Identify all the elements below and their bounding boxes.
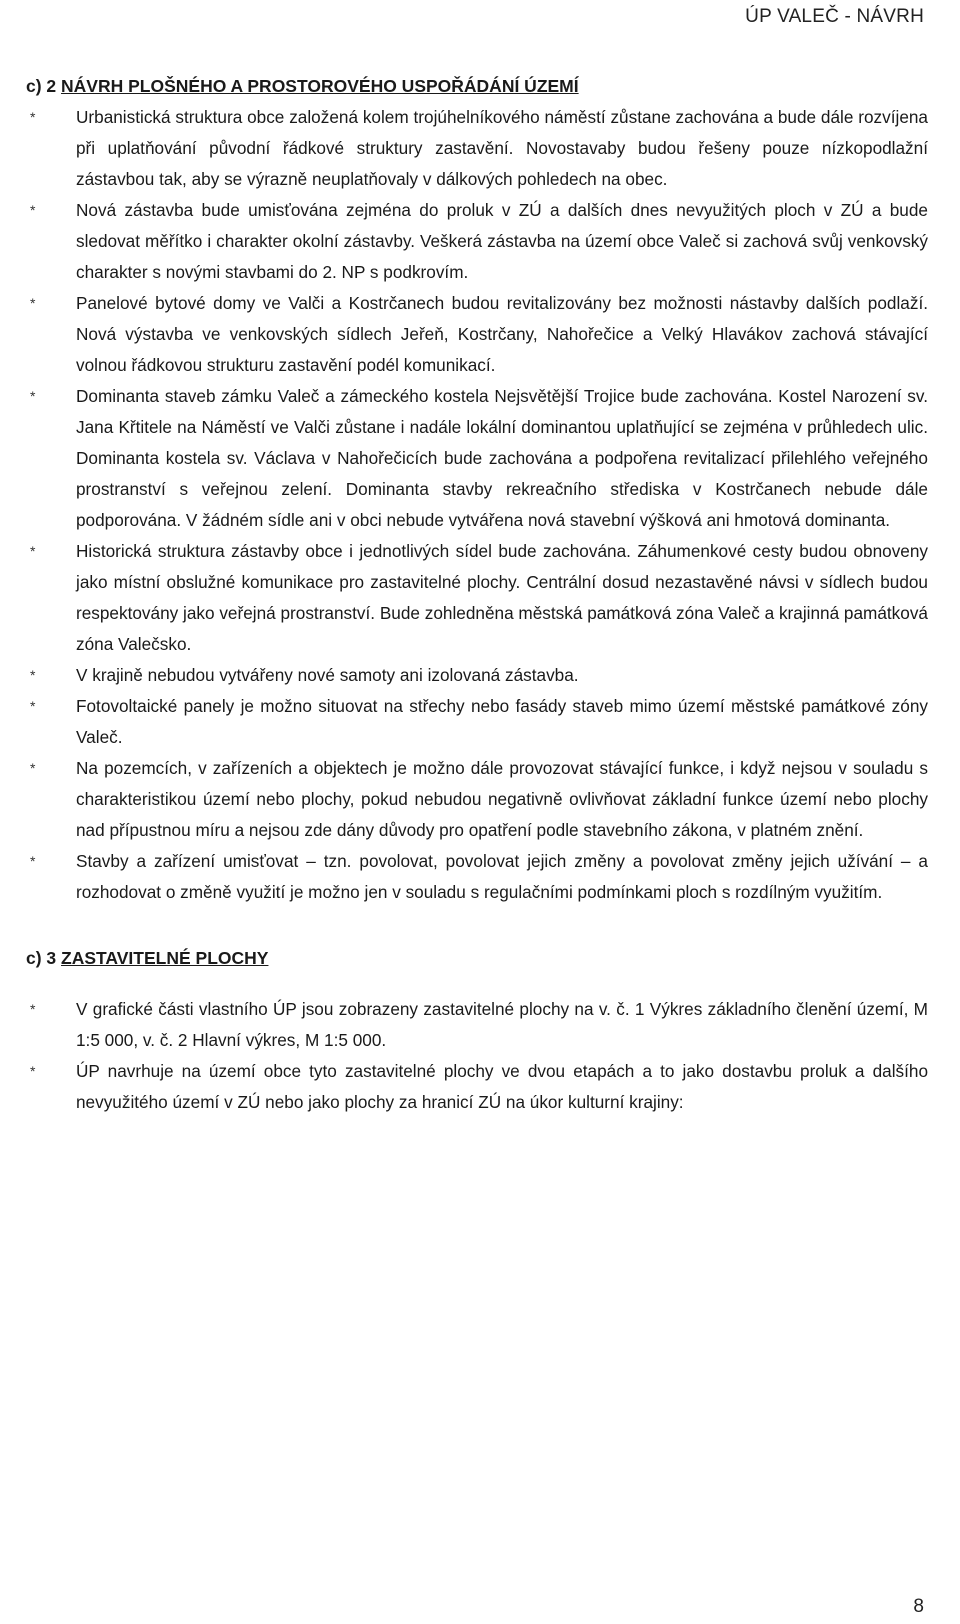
section-title: NÁVRH PLOŠNÉHO A PROSTOROVÉHO USPOŘÁDÁNÍ ÚZEMÍ [61, 76, 579, 96]
list-item-text: V grafické části vlastního ÚP jsou zobrazeny zastavitelné plochy na v. č. 1 Výkres základního členění území, M 1:5 000, v. č. 2 Hlavní výkres, M 1:5 000. [76, 999, 928, 1050]
section-number: c) 2 [26, 76, 57, 96]
list-item [26, 102, 928, 195]
list-item-text: Fotovoltaické panely je možno situovat na střechy nebo fasády staveb mimo území městské památkové zóny Valeč. [76, 696, 928, 747]
page-number: 8 [913, 1596, 924, 1617]
asterisk-bullet-icon: * [30, 543, 36, 559]
list-item-text: Historická struktura zástavby obce i jednotlivých sídel bude zachována. Záhumenkové cesty budou obnoveny jako místní obslužné komunikace pro zastavitelné plochy. Centrální dosud nezastavěné návsi v sídlech budou respektovány jako veřejná prostranství. Bude zohledněna městská památková zóna Valeč a krajinná památková zóna Valečsko. [76, 541, 928, 654]
asterisk-bullet-icon: * [30, 760, 36, 776]
list-item-text: Nová zástavba bude umisťována zejména do proluk v ZÚ a dalších dnes nevyužitých ploch v ZÚ a bude sledovat měřítko i charakter okolní zástavby. Veškerá zástavba na území obce Valeč si zachová svůj venkovský charakter s novými stavbami do 2. NP s podkrovím. [76, 200, 928, 282]
asterisk-bullet-icon: * [30, 1063, 36, 1079]
list-item [26, 846, 928, 908]
list-item-text: Urbanistická struktura obce založená kolem trojúhelníkového náměstí zůstane zachována a bude dále rozvíjena při uplatňování původní řádkové struktury zastavění. Novostavaby budou řešeny pouze nízkopodlažní zástavbou tak, aby se výrazně neuplatňovaly v dálkových pohledech na obec. [76, 107, 928, 189]
list-item [26, 381, 928, 536]
list-item [26, 753, 928, 846]
list-item-text: ÚP navrhuje na území obce tyto zastavitelné plochy ve dvou etapách a to jako dostavbu proluk a dalšího nevyužitého území v ZÚ nebo jako plochy za hranicí ZÚ na úkor kulturní krajiny: [76, 1061, 928, 1112]
section-c3 [26, 946, 928, 1118]
asterisk-bullet-icon: * [30, 202, 36, 218]
section-heading [26, 74, 928, 98]
list-item [26, 195, 928, 288]
asterisk-bullet-icon: * [30, 1001, 36, 1017]
asterisk-bullet-icon: * [30, 853, 36, 869]
list-item [26, 994, 928, 1056]
list-item [26, 691, 928, 753]
asterisk-bullet-icon: * [30, 698, 36, 714]
list-item [26, 1056, 928, 1118]
list-item-text: Na pozemcích, v zařízeních a objektech je možno dále provozovat stávající funkce, i když nejsou v souladu s charakteristikou území nebo plochy, pokud nebudou negativně ovlivňovat základní funkce území nebo plochy nad přípustnou míru a nejsou zde dány důvody pro opatření podle stavebního zákona, v platném znění. [76, 758, 928, 840]
section-c2 [26, 74, 928, 908]
asterisk-bullet-icon: * [30, 388, 36, 404]
list-item-text: Dominanta staveb zámku Valeč a zámeckého kostela Nejsvětější Trojice bude zachována. Kostel Narození sv. Jana Křtitele na Náměstí ve Valči zůstane i nadále lokální dominantou uplatňující se zejména v průhledech ulic. Dominanta kostela sv. Václava v Nahořečicích bude zachována a podpořena revitalizací přilehlého veřejného prostranství s veřejnou zelení. Dominanta stavby rekreačního střediska v Kostrčanech nebude dále podporována. V žádném sídle ani v obci nebude vytvářena nová stavební výšková ani hmotová dominanta. [76, 386, 928, 530]
section-number: c) 3 [26, 948, 57, 968]
asterisk-bullet-icon: * [30, 667, 36, 683]
document-header: ÚP VALEČ - NÁVRH [745, 6, 924, 27]
list-item [26, 660, 928, 691]
bullet-list [26, 102, 928, 908]
list-item [26, 288, 928, 381]
asterisk-bullet-icon: * [30, 295, 36, 311]
section-title: ZASTAVITELNÉ PLOCHY [61, 948, 269, 968]
list-item-text: Panelové bytové domy ve Valči a Kostrčanech budou revitalizovány bez možnosti nástavby dalších podlaží. Nová výstavba ve venkovských sídlech Jeřeň, Kostrčany, Nahořečice a Velký Hlavákov zachová stávající volnou řádkovou strukturu zastavění podél komunikací. [76, 293, 928, 375]
bullet-list [26, 994, 928, 1118]
list-item-text: V krajině nebudou vytvářeny nové samoty ani izolovaná zástavba. [76, 665, 579, 685]
list-item-text: Stavby a zařízení umisťovat – tzn. povolovat, povolovat jejich změny a povolovat změny jejich užívání – a rozhodovat o změně využití je možno jen v souladu s regulačními podmínkami ploch s rozdílným využitím. [76, 851, 928, 902]
asterisk-bullet-icon: * [30, 109, 36, 125]
section-heading [26, 946, 928, 970]
list-item [26, 536, 928, 660]
document-body [26, 74, 928, 1118]
